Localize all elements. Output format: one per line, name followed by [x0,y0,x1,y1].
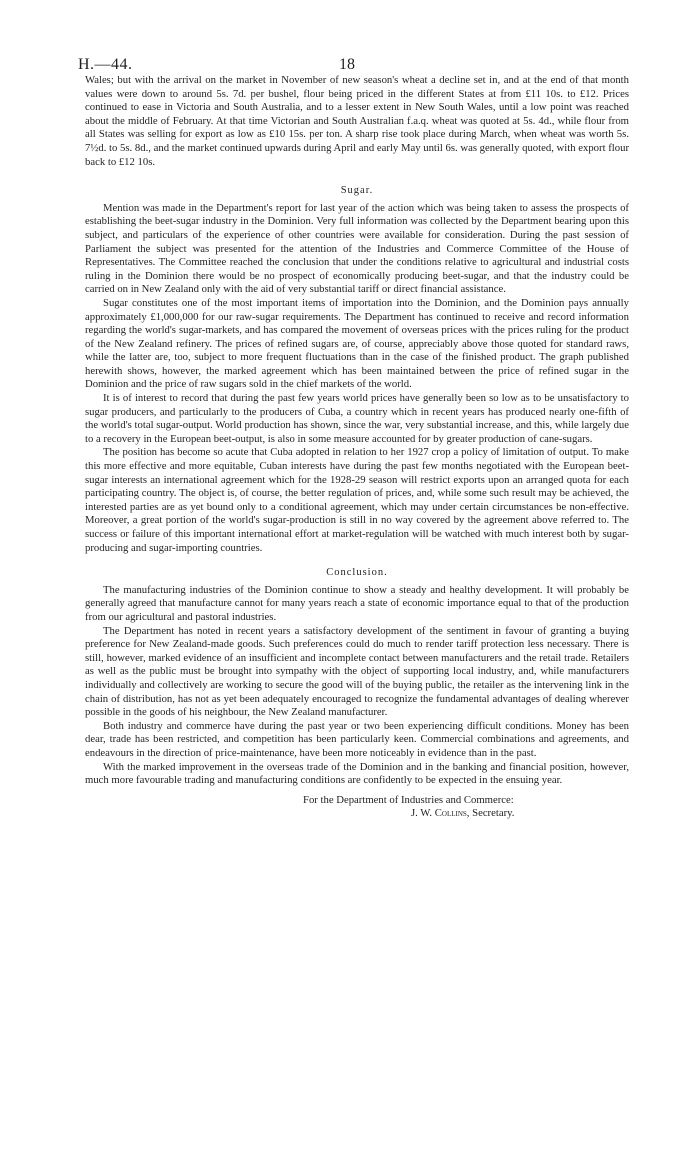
paragraph: Sugar constitutes one of the most important items of importation into the Dominion, and the Dominion pays annually approximately £1,000,000 for our raw-sugar requirements. The Department has continued to receive and record information regarding the world's sugar-markets, and has compared the movement of overseas prices with the prices ruling for the product of the New Zealand refinery. The prices of refined sugars are, of course, appreciably above those quoted for standard raws, while the latter are, too, subject to more frequent fluctuations than in the case of the finished product. The graph published herewith shows, however, the marked agreement which has been maintained between the price of refined sugar in the Dominion and the price of raw sugars sold in the chief markets of the world. [85,296,629,391]
paragraph: Mention was made in the Department's report for last year of the action which was being taken to assess the prospects of establishing the beet-sugar industry in the Dominion. Very full information was collected by the Department bearing upon this subject, and particulars of the experience of other countries were available for consideration. During the past session of Parliament the subject was presented for the attention of the Industries and Commerce Committee of the House of Representatives. The Committee reached the conclusion that under the conditions relative to agricultural and industrial costs ruling in the Dominion there would be no prospect of economically producing beet-sugar, and that the industry could be carried on in New Zealand only with the aid of very substantial tariff or direct financial assistance. [85,201,629,296]
document-body [85,74,629,821]
page-number: 18 [339,56,355,73]
signatory-name: J. W. Collins [411,807,467,820]
report-reference: H.—44. [78,56,133,73]
paragraph: With the marked improvement in the overseas trade of the Dominion and in the banking and financial position, however, much more favourable trading and manufacturing conditions are confidently to be expected in the ensuing year. [85,760,629,787]
signatory-title: , Secretary. [466,807,515,820]
paragraph: The manufacturing industries of the Dominion continue to show a steady and healthy development. It will probably be generally agreed that manufacture cannot for many years reach a state of economic importance equal to that of the production from our agricultural and pastoral industries. [85,583,629,623]
paragraph: Wales; but with the arrival on the market in November of new season's wheat a decline set in, and at the end of that month values were down to around 5s. 7d. per bushel, flour being priced in the different States at from £11 10s. to £12. Prices continued to ease in Victoria and South Australia, and to a lesser extent in New South Wales, until a low point was reached about the middle of February. At that time Victorian and South Australian f.a.q. wheat was quoted at 5s. 4d., while flour from all States was selling for export as low as £10 15s. per ton. A sharp rise took place during March, when wheat was worth 5s. 7½d. to 5s. 8d., and the market continued upwards during April and early May until 6s. was generally quoted, with export flour back to £12 10s. [85,74,629,168]
paragraph: Both industry and commerce have during the past year or two been experiencing difficult conditions. Money has been dear, trade has been restricted, and competition has been particularly keen. Commercial combinations and agreements, and endeavours in the direction of price-maintenance, have been more noticeably in evidence than in the past. [85,719,629,759]
section-heading-sugar: Sugar. [340,185,374,197]
signoff-department: For the Department of Industries and Commerce: [303,793,514,806]
paragraph: It is of interest to record that during the past few years world prices have generally been so low as to be unsatisfactory to sugar producers, and particularly to the producers of Cuba, a country which in recent years has produced nearly one-fifth of the world's total sugar-output. World production has shown, since the war, very substantial increase, and this, while largely due to a recovery in the European beet-output, is also in some measure accounted for by greater production of cane-sugars. [85,392,629,445]
signature-block [85,794,629,821]
paragraph: The position has become so acute that Cuba adopted in relation to her 1927 crop a policy of limitation of output. To make this more effective and more equitable, Cuban interests have during the past few months negotiated with the European beet-sugar interests an international agreement which for the 1928-29 season will restrict exports upon an arranged quota for each participating country. The object is, of course, the better regulation of prices, and, while some such result may be achieved, the interested parties are as yet bound only to a conditional agreement, which may under certain circumstances be non-effective. Moreover, a great portion of the world's sugar-production is still in no way covered by the agreement above referred to. The success or failure of this important international effort at market-regulation will be watched with much interest both by sugar-producing and sugar-importing countries. [85,446,629,554]
paragraph: The Department has noted in recent years a satisfactory development of the sentiment in favour of granting a buying preference for New Zealand-made goods. Such preferences could do much to render tariff protection less necessary. There is still, however, marked evidence of an insufficient and incomplete contact between manufacturers and the retail trade. Retailers as well as the public must be brought into sympathy with the object of supporting local industry, and, while manufacturers individually and collectively are working to secure the good will of the buying public, the retailer as the intervening link in the chain of distribution, has not as yet been adequately encouraged to recognize the fundamental advantages of dealing wherever possible in the goods of his neighbour, the New Zealand manufacturer. [85,624,629,719]
signoff-signatory [85,807,629,821]
section-heading-conclusion: Conclusion. [326,567,388,579]
